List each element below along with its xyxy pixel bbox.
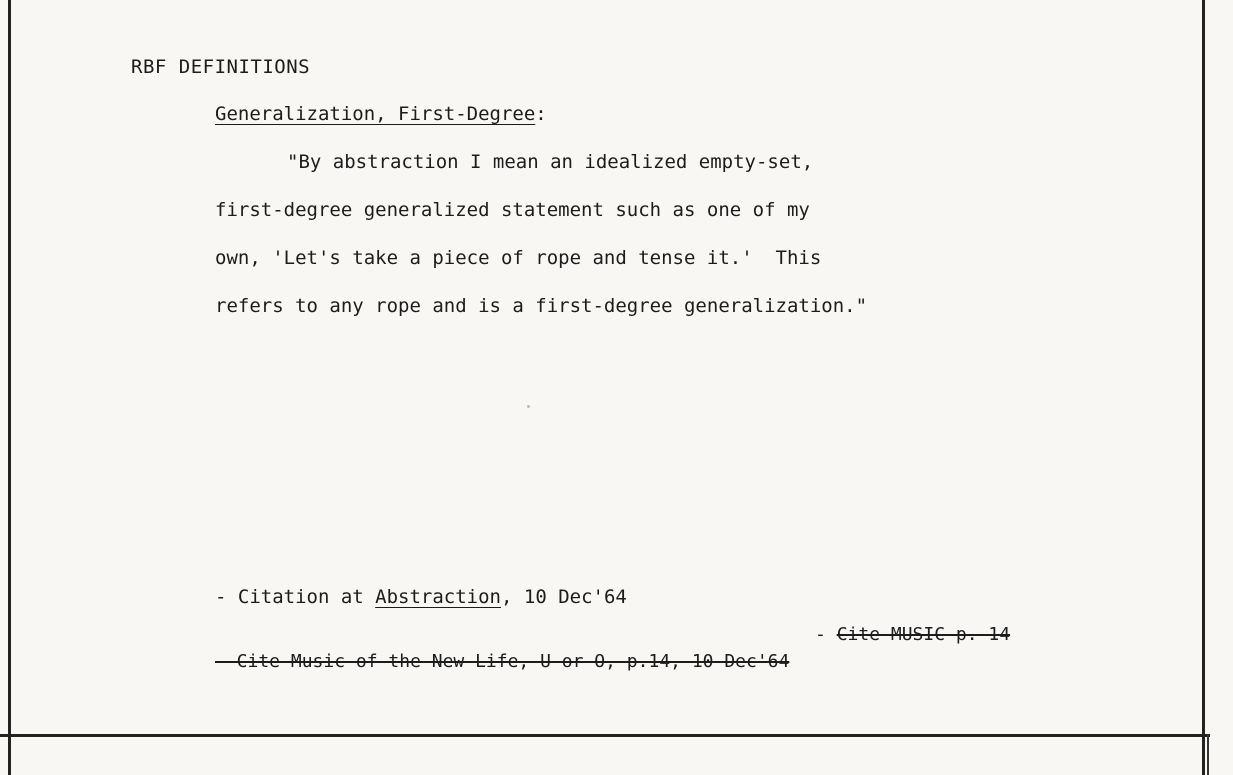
next-card-border	[1207, 734, 1209, 775]
quote-line-2: first-degree generalized statement such as one of my	[215, 199, 810, 221]
struck-line-1-dash: -	[815, 624, 837, 645]
paper-speck	[527, 405, 530, 408]
struck-line-2-text: - Cite Music of the New Life, U or O, p.14, 10 Dec'64	[215, 651, 790, 672]
term-title: Generalization, First-Degree	[215, 103, 536, 125]
struck-line-2	[215, 651, 789, 672]
quote-line-4: refers to any rope and is a first-degree generalization."	[215, 295, 868, 317]
citation-prefix: - Citation at	[215, 586, 376, 608]
struck-line-1	[815, 624, 1010, 645]
citation-link: Abstraction	[375, 586, 501, 608]
struck-line-1-text: Cite MUSIC p. 14	[836, 624, 1011, 645]
quote-line-3: own, 'Let's take a piece of rope and tense it.' This	[215, 247, 822, 269]
card-header: RBF DEFINITIONS	[131, 56, 311, 78]
term-colon: :	[535, 103, 547, 125]
citation-suffix: , 10 Dec'64	[501, 586, 627, 608]
quote-line-1: "By abstraction I mean an idealized empty-set,	[287, 151, 814, 173]
citation-line	[215, 586, 627, 608]
card-border-left	[8, 0, 11, 775]
card-border-right	[1202, 0, 1205, 775]
card-border-bottom	[0, 734, 1210, 737]
term-heading	[215, 103, 547, 125]
